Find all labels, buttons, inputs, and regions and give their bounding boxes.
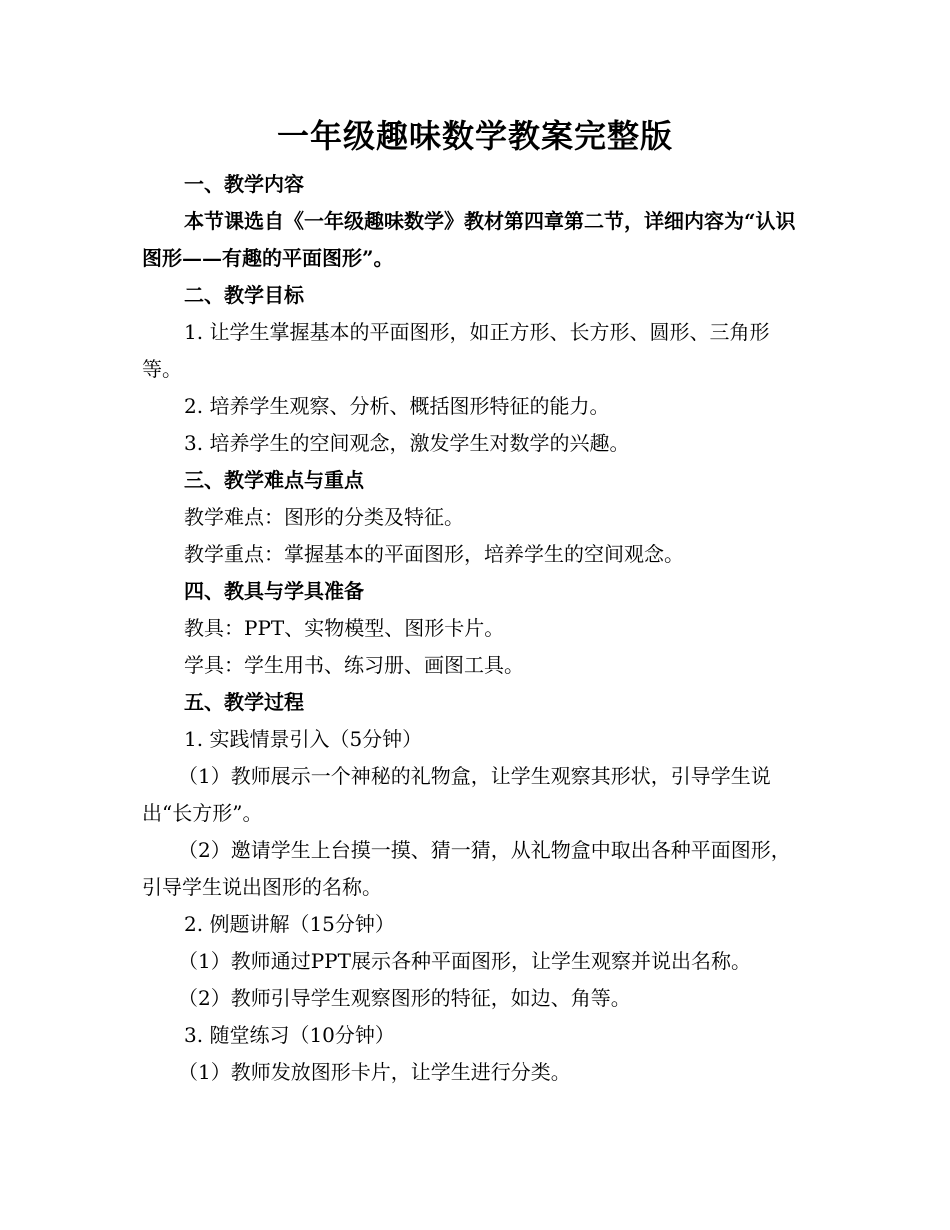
section-heading-keypoints: 三、教学难点与重点 bbox=[184, 468, 364, 492]
objective-item: 1. 让学生掌握基本的平面图形，如正方形、长方形、圆形、三角形等。 bbox=[142, 320, 770, 381]
process-substep: （1）教师通过PPT展示各种平面图形，让学生观察并说出名称。 bbox=[178, 949, 751, 973]
process-substep: （1）教师展示一个神秘的礼物盒，让学生观察其形状，引导学生说出“长方形”。 bbox=[142, 764, 771, 825]
process-step: 2. 例题讲解（15分钟） bbox=[184, 912, 395, 936]
process-step: 3. 随堂练习（10分钟） bbox=[184, 1023, 395, 1047]
process-substep: （1）教师发放图形卡片，让学生进行分类。 bbox=[178, 1060, 571, 1084]
section-heading-tools: 四、教具与学具准备 bbox=[184, 579, 364, 603]
focus-line: 教学重点：掌握基本的平面图形，培养学生的空间观念。 bbox=[184, 542, 684, 566]
process-substep: （2）邀请学生上台摸一摸、猜一猜，从礼物盒中取出各种平面图形，引导学生说出图形的名称。 bbox=[142, 838, 791, 899]
difficulty-line: 教学难点：图形的分类及特征。 bbox=[184, 505, 464, 529]
section-heading-process: 五、教学过程 bbox=[184, 690, 304, 714]
student-tools-line: 学具：学生用书、练习册、画图工具。 bbox=[184, 653, 524, 677]
objective-item: 3. 培养学生的空间观念，激发学生对数学的兴趣。 bbox=[184, 431, 630, 455]
section-heading-content: 一、教学内容 bbox=[184, 172, 304, 196]
process-substep: （2）教师引导学生观察图形的特征，如边、角等。 bbox=[178, 986, 631, 1010]
section-heading-objectives: 二、教学目标 bbox=[184, 283, 304, 307]
content-paragraph: 本节课选自《一年级趣味数学》教材第四章第二节，详细内容为“认识图形——有趣的平面图形”。 bbox=[142, 209, 796, 270]
objective-item: 2. 培养学生观察、分析、概括图形特征的能力。 bbox=[184, 394, 610, 418]
document-body bbox=[142, 166, 808, 1091]
document-title: 一年级趣味数学教案完整版 bbox=[276, 117, 673, 155]
process-step: 1. 实践情景引入（5分钟） bbox=[184, 727, 423, 751]
teacher-tools-line: 教具：PPT、实物模型、图形卡片。 bbox=[184, 616, 505, 640]
